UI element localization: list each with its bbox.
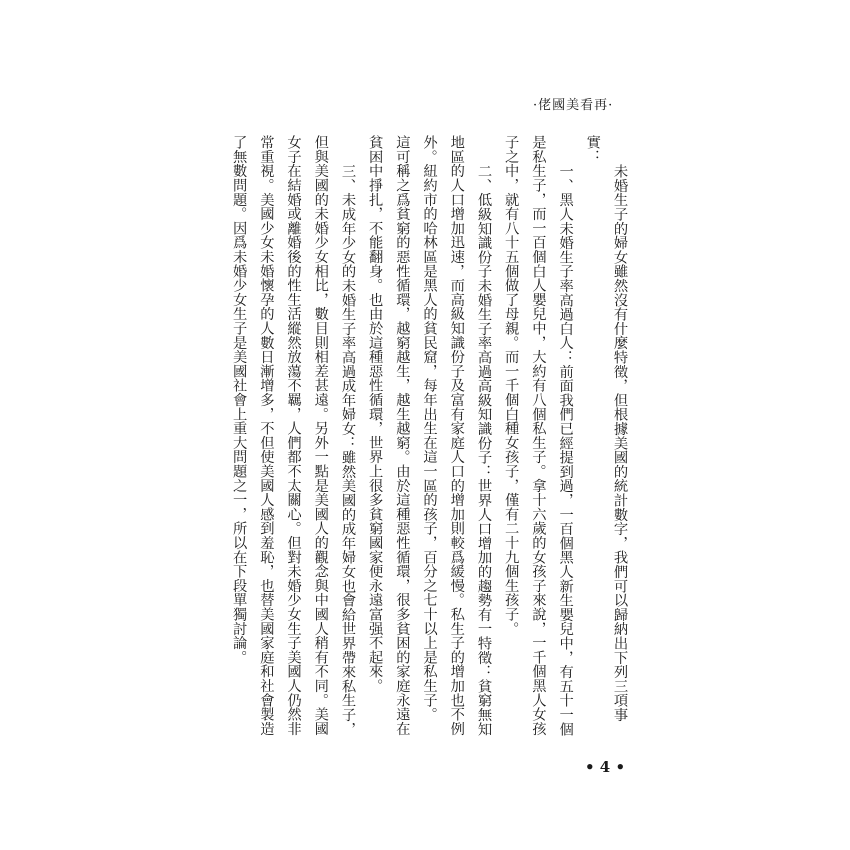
text-column: 常重視。美國少女未婚懷孕的人數日漸增多，不但使美國人感到羞恥，也替美國家庭和社會製造 [258,135,275,736]
text-column: 但與美國的未婚少女相比，數目則相差甚遠。另外一點是美國人的觀念與中國人稍有不同。美國 [312,135,329,736]
text-column: 是私生子，而一百個白人嬰兒中，大約有八個私生子。拿十六歲的女孩子來說，一千個黑人女孩 [530,135,547,736]
page-number: • 4 • [585,758,626,776]
text-column: 地區的人口增加迅速，而高級知識份子及富有家庭人口的增加則較爲緩慢。私生子的增加也不例 [448,135,465,736]
text-column: 貧困中掙扎，不能翻身。也由於這種惡性循環，世界上很多貧窮國家便永遠富强不起來。 [367,135,384,693]
text-column: 未婚生子的婦女雖然沒有什麼特徵，但根據美國的統計數字，我們可以歸納出下列三項事 [612,163,628,722]
text-column: 了無數問題。因爲未婚少女生子是美國社會上重大問題之一，所以在下段單獨討論。 [231,135,248,665]
text-column: 實： [584,135,601,164]
text-column: 二、低級知識份子未婚生子率高過高級知識份子：世界人口增加的趨勢有一特徵：貧窮無知 [475,163,492,736]
text-column: 三、未成年少女的未婚生子率高過成年婦女：雖然美國的成年婦女也會給世界帶來私生子， [339,163,356,736]
text-column: 子之中，就有八十五個做了母親。而一千個白種女孩子，僅有二十九個生孩子。 [503,135,520,636]
vertical-body-text [225,135,633,755]
running-header: ·再看美國佬· [533,98,614,113]
text-column: 女子在結婚或離婚後的性生活縱然放蕩不羈，人們都不太關心。但對未婚少女生子美國人仍然非 [285,135,302,736]
text-column: 外。紐約市的哈林區是黑人的貧民窟，每年出生在這一區的孩子，百分之七十以上是私生子。 [421,135,438,722]
text-column: 這可稱之爲貧窮的惡性循環，越窮越生，越生越窮。由於這種惡性循環，很多貧困的家庭永遠在 [394,135,411,736]
text-column: 一、黑人未婚生子率高過白人：前面我們已經提到過，一百個黑人新生嬰兒中，有五十一個 [557,163,574,736]
